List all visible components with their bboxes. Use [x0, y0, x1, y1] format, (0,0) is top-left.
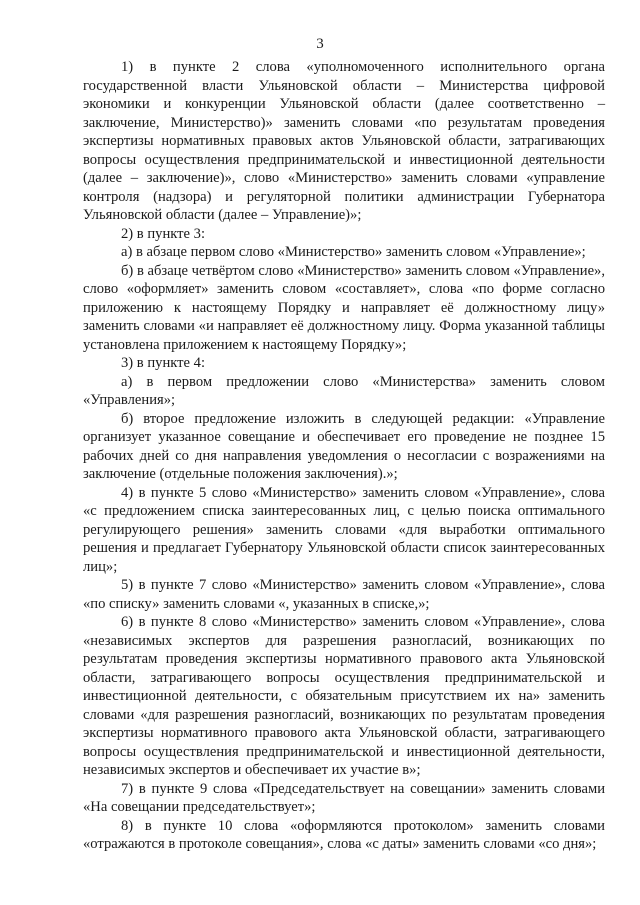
amendment-paragraph-7: 7) в пункте 9 слова «Председательствует на совещании» заменить словами «На совещании председательствует»;: [83, 780, 605, 815]
amendment-paragraph-8: 8) в пункте 10 слова «оформляются протоколом» заменить словами «отражаются в протоколе совещания», слова «с даты» заменить словами «со дня»;: [83, 817, 605, 852]
amendment-paragraph-3: 3) в пункте 4:: [121, 355, 206, 371]
amendment-paragraph-5: 5) в пункте 7 слово «Министерство» заменить словом «Управление», слова «по списку» заменить словами «, указанных в списке,»;: [83, 577, 605, 612]
amendment-paragraph-4: 4) в пункте 5 слово «Министерство» заменить словом «Управление», слова «с предложением списка заинтересованных лиц, с целью поиска оптимального регулирующего решения» заменить словами «для выработки оптимального решения и предлагает Губернатору Ульяновской области список заинтересованных лиц»;: [83, 484, 605, 575]
amendment-subparagraph-2b: б) в абзаце четвёртом слово «Министерство» заменить словом «Управление», слово «оформляет» заменить словом «составляет», слова «по форме согласно приложению к настоящему Порядку и направляет её должностному лицу» заменить словами «и направляет её должностному лицу. Форма указанной таблицы установлена приложением к настоящему Порядку»;: [83, 262, 605, 353]
amendment-subparagraph-3b: б) второе предложение изложить в следующей редакции: «Управление организует указанное совещание и обеспечивает его проведение не позднее 15 рабочих дней со дня направления уведомления о несогласии с возражениями на заключение (отдельные положения заключения).»;: [83, 410, 605, 482]
amendment-subparagraph-3a: а) в первом предложении слово «Министерства» заменить словом «Управления»;: [83, 373, 605, 408]
amendment-paragraph-1: 1) в пункте 2 слова «уполномоченного исполнительного органа государственной власти Ульяновской области – Министерства цифровой экономики и конкуренции Ульяновской области (далее соответственно – заключение, Министерство)» заменить словами «по результатам проведения экспертизы нормативных правовых актов Ульяновской области, затрагивающих вопросы осуществления предпринимательской и инвестиционной деятельности (далее – заключение)», слово «Министерство» заменить словами «управление контроля (надзора) и регуляторной политики администрации Губернатора Ульяновской области (далее – Управление)»;: [83, 59, 605, 223]
amendment-subparagraph-2a: а) в абзаце первом слово «Министерство» заменить словом «Управление»;: [121, 244, 586, 260]
amendment-paragraph-2: 2) в пункте 3:: [121, 225, 206, 242]
document-body: [83, 58, 605, 854]
amendment-paragraph-6: 6) в пункте 8 слово «Министерство» заменить словом «Управление», слова «независимых экспертов для разрешения разногласий, возникающих по результатам проведения экспертизы нормативного правового акта Ульяновской области, затрагивающего вопросы осуществления предпринимательской и инвестиционной деятельности, с обязательным присутствием их на» заменить словами «для разрешения разногласий, возникающих по результатам проведения экспертизы нормативного правового акта Ульяновской области, затрагивающего вопросы осуществления предпринимательской и инвестиционной деятельности, независимых экспертов и обеспечивает их участие в»;: [83, 614, 605, 778]
page-number: 3: [316, 36, 324, 52]
